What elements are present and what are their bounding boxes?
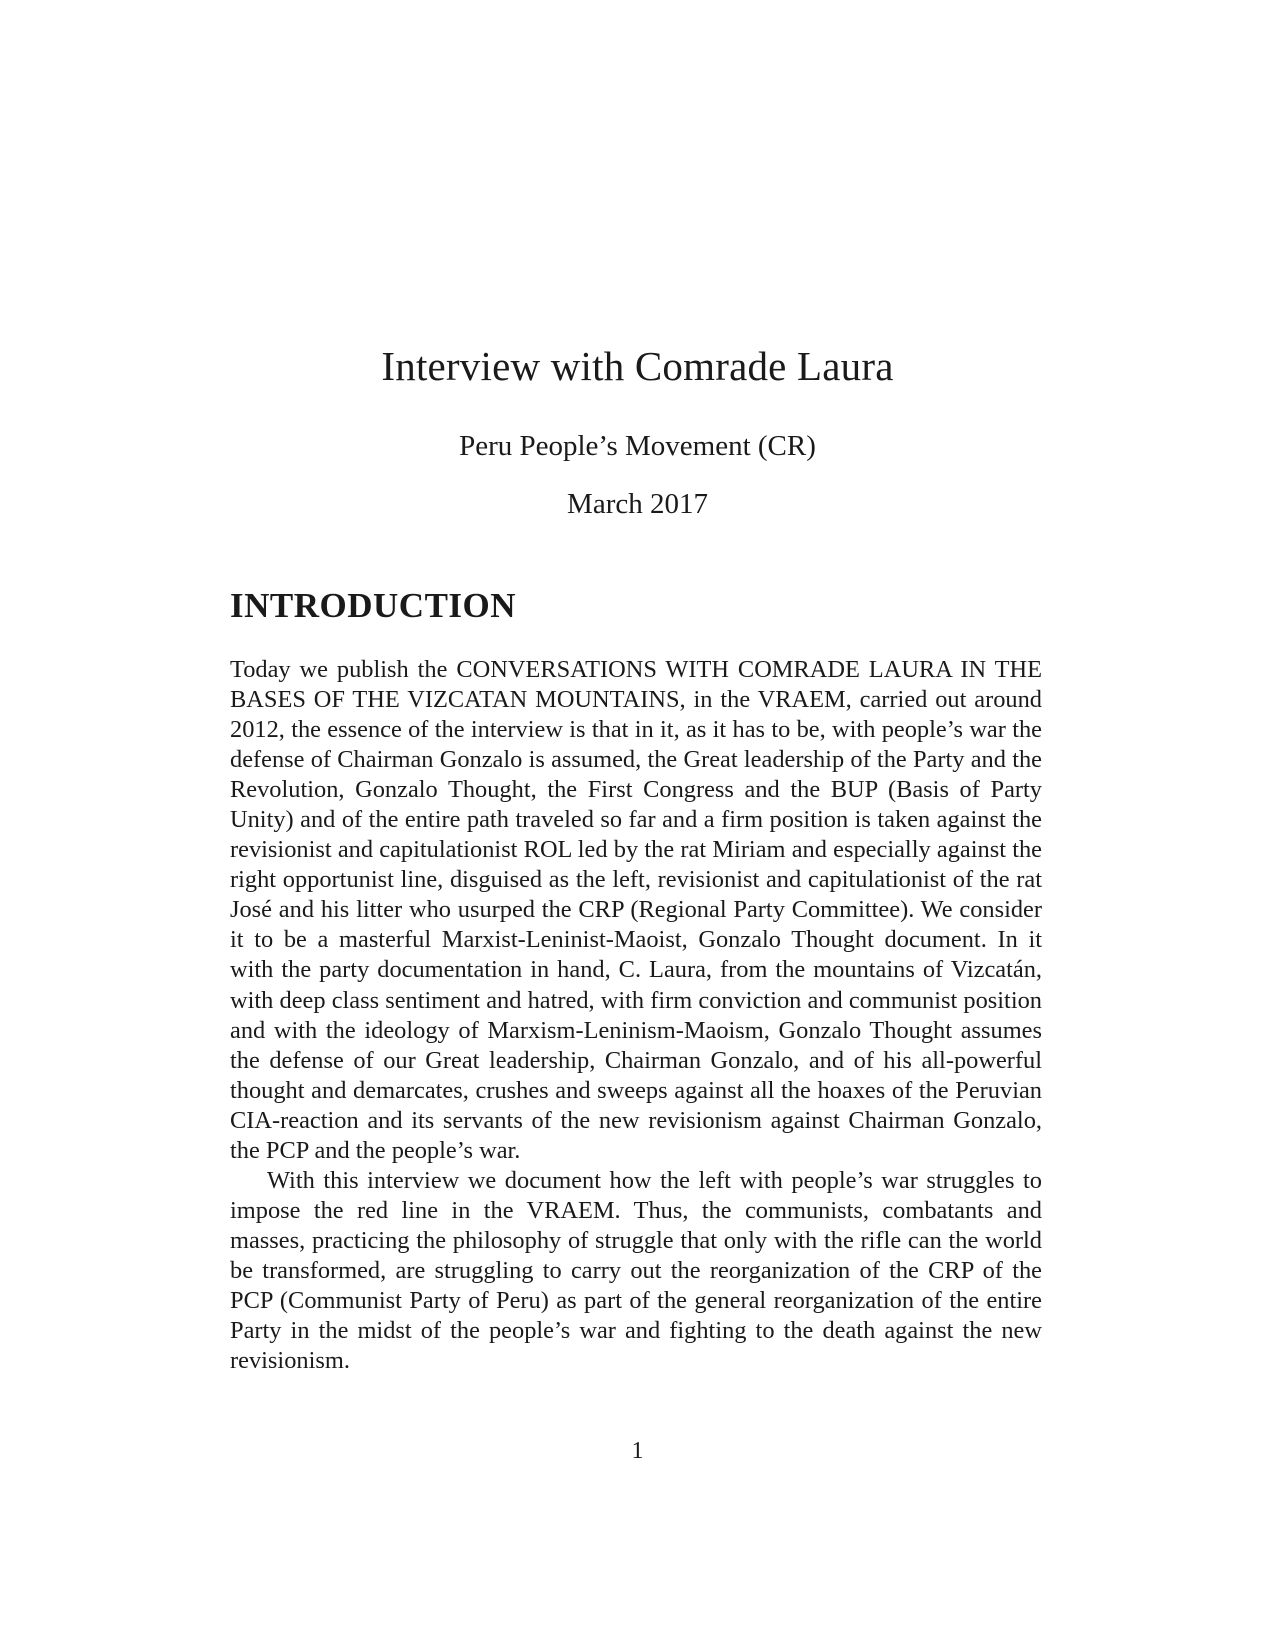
document-title: Interview with Comrade Laura	[381, 343, 894, 389]
document-author: Peru People’s Movement (CR)	[459, 430, 816, 462]
paragraph-1: Today we publish the CONVERSATIONS WITH COMRADE LAURA IN THE BASES OF THE VIZCATAN MOUNTAINS, in the VRAEM, carried out around 2012, the essence of the interview is that in it, as it has to be, with people’s war the defense of Chairman Gonzalo is assumed, the Great leadership of the Party and the Revolution, Gonzalo Thought, the First Congress and the BUP (Basis of Party Unity) and of the entire path traveled so far and a firm position is taken against the revisionist and capitulationist ROL led by the rat Miriam and especially against the right opportunist line, disguised as the left, revisionist and capitulationist of the rat José and his litter who usurped the CRP (Regional Party Committee). We consider it to be a masterful Marxist-Leninist-Maoist, Gonzalo Thought document. In it with the party documentation in hand, C. Laura, from the mountains of Vizcatán, with deep class sentiment and hatred, with firm conviction and communist position and with the ideology of Marxism-Leninism-Maoism, Gonzalo Thought assumes the defense of our Great leadership, Chairman Gonzalo, and of his all-powerful thought and demarcates, crushes and sweeps against all the hoaxes of the Peruvian CIA-reaction and its servants of the new revisionism against Chairman Gonzalo, the PCP and the people’s war.	[230, 656, 1042, 1164]
paragraph-2: With this interview we document how the left with people’s war struggles to impose the red line in the VRAEM. Thus, the communists, combatants and masses, practicing the philosophy of struggle that only with the rifle can the world be transformed, are struggling to carry out the reorganization of the CRP of the PCP (Communist Party of Peru) as part of the general reorganization of the entire Party in the midst of the people’s war and fighting to the death against the new revisionism.	[230, 1166, 1042, 1375]
section-heading-introduction: INTRODUCTION	[230, 586, 517, 625]
page-number: 1	[631, 1438, 644, 1464]
document-date: March 2017	[567, 488, 708, 520]
section-body	[230, 655, 1042, 1376]
